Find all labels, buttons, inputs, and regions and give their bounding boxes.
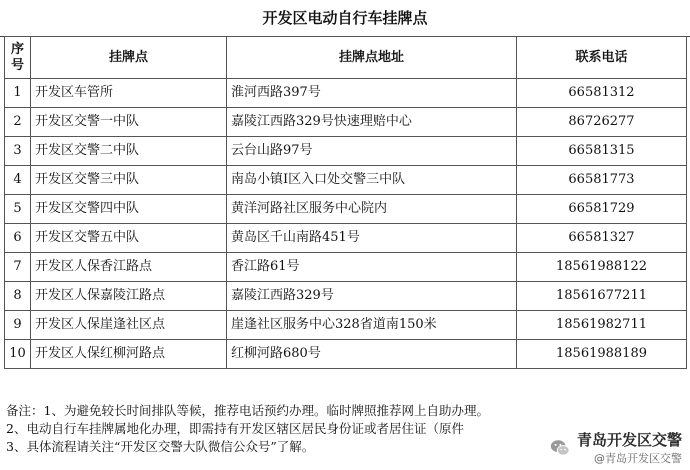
cell-point: 开发区人保红柳河路点 xyxy=(31,340,227,369)
cell-no: 5 xyxy=(5,195,31,224)
cell-phone: 18561677211 xyxy=(517,282,687,311)
cell-no: 10 xyxy=(5,340,31,369)
cell-phone: 18561988122 xyxy=(517,253,687,282)
table-row xyxy=(5,282,687,311)
cell-phone: 66581729 xyxy=(517,195,687,224)
watermark-name: 青岛开发区交警 xyxy=(576,431,682,449)
registration-points-table xyxy=(4,36,687,369)
table-row xyxy=(5,224,687,253)
cell-address: 云台山路97号 xyxy=(227,137,517,166)
cell-address: 黄岛区千山南路451号 xyxy=(227,224,517,253)
cell-phone: 66581327 xyxy=(517,224,687,253)
cell-phone: 18561988189 xyxy=(517,340,687,369)
cell-point: 开发区人保崖逢社区点 xyxy=(31,311,227,340)
note-line-1: 备注：1、为避免较长时间排队等候，推荐电话预约办理。临时牌照推荐网上自助办理。 xyxy=(6,403,489,418)
table-row xyxy=(5,108,687,137)
watermark xyxy=(549,429,682,466)
cell-no: 9 xyxy=(5,311,31,340)
cell-point: 开发区交警四中队 xyxy=(31,195,227,224)
cell-no: 4 xyxy=(5,166,31,195)
page-title: 开发区电动自行车挂牌点 xyxy=(0,0,690,37)
cell-point: 开发区交警三中队 xyxy=(31,166,227,195)
cell-no: 2 xyxy=(5,108,31,137)
cell-point: 开发区车管所 xyxy=(31,79,227,108)
cell-phone: 18561982711 xyxy=(517,311,687,340)
header-no-label: 序号 xyxy=(11,41,25,73)
cell-no: 8 xyxy=(5,282,31,311)
cell-phone: 66581773 xyxy=(517,166,687,195)
cell-address: 南岛小镇Ⅰ区入口处交警三中队 xyxy=(227,166,517,195)
cell-no: 1 xyxy=(5,79,31,108)
note-line-2: 2、电动自行车挂牌属地化办理，即需持有开发区辖区居民身份证或者居住证（原件 xyxy=(6,421,464,436)
cell-point: 开发区交警五中队 xyxy=(31,224,227,253)
cell-address: 香江路61号 xyxy=(227,253,517,282)
cell-no: 7 xyxy=(5,253,31,282)
table-row xyxy=(5,340,687,369)
cell-address: 嘉陵江西路329号 xyxy=(227,282,517,311)
table-row xyxy=(5,79,687,108)
cell-point: 开发区交警二中队 xyxy=(31,137,227,166)
header-point: 挂牌点 xyxy=(31,37,227,79)
cell-phone: 86726277 xyxy=(517,108,687,137)
table-row xyxy=(5,253,687,282)
cell-no: 6 xyxy=(5,224,31,253)
table-row xyxy=(5,166,687,195)
note-line-3: 3、具体流程请关注“开发区交警大队微信公众号”了解。 xyxy=(6,439,315,454)
table-row xyxy=(5,311,687,340)
cell-address: 黄洋河路社区服务中心院内 xyxy=(227,195,517,224)
cell-address: 红柳河路680号 xyxy=(227,340,517,369)
table-header-row xyxy=(5,37,687,79)
header-no xyxy=(5,37,31,79)
cell-point: 开发区人保嘉陵江路点 xyxy=(31,282,227,311)
cell-address: 嘉陵江西路329号快速理赔中心 xyxy=(227,108,517,137)
cell-point: 开发区交警一中队 xyxy=(31,108,227,137)
cell-point: 开发区人保香江路点 xyxy=(31,253,227,282)
cell-no: 3 xyxy=(5,137,31,166)
header-address: 挂牌点地址 xyxy=(227,37,517,79)
cell-address: 淮河西路397号 xyxy=(227,79,517,108)
cell-address: 崖逢社区服务中心328省道南150米 xyxy=(227,311,517,340)
cell-phone: 66581315 xyxy=(517,137,687,166)
table-row xyxy=(5,137,687,166)
watermark-handle: @青岛开发区交警 xyxy=(594,452,682,465)
wechat-icon xyxy=(549,437,571,459)
table-row xyxy=(5,195,687,224)
header-phone: 联系电话 xyxy=(517,37,687,79)
cell-phone: 66581312 xyxy=(517,79,687,108)
